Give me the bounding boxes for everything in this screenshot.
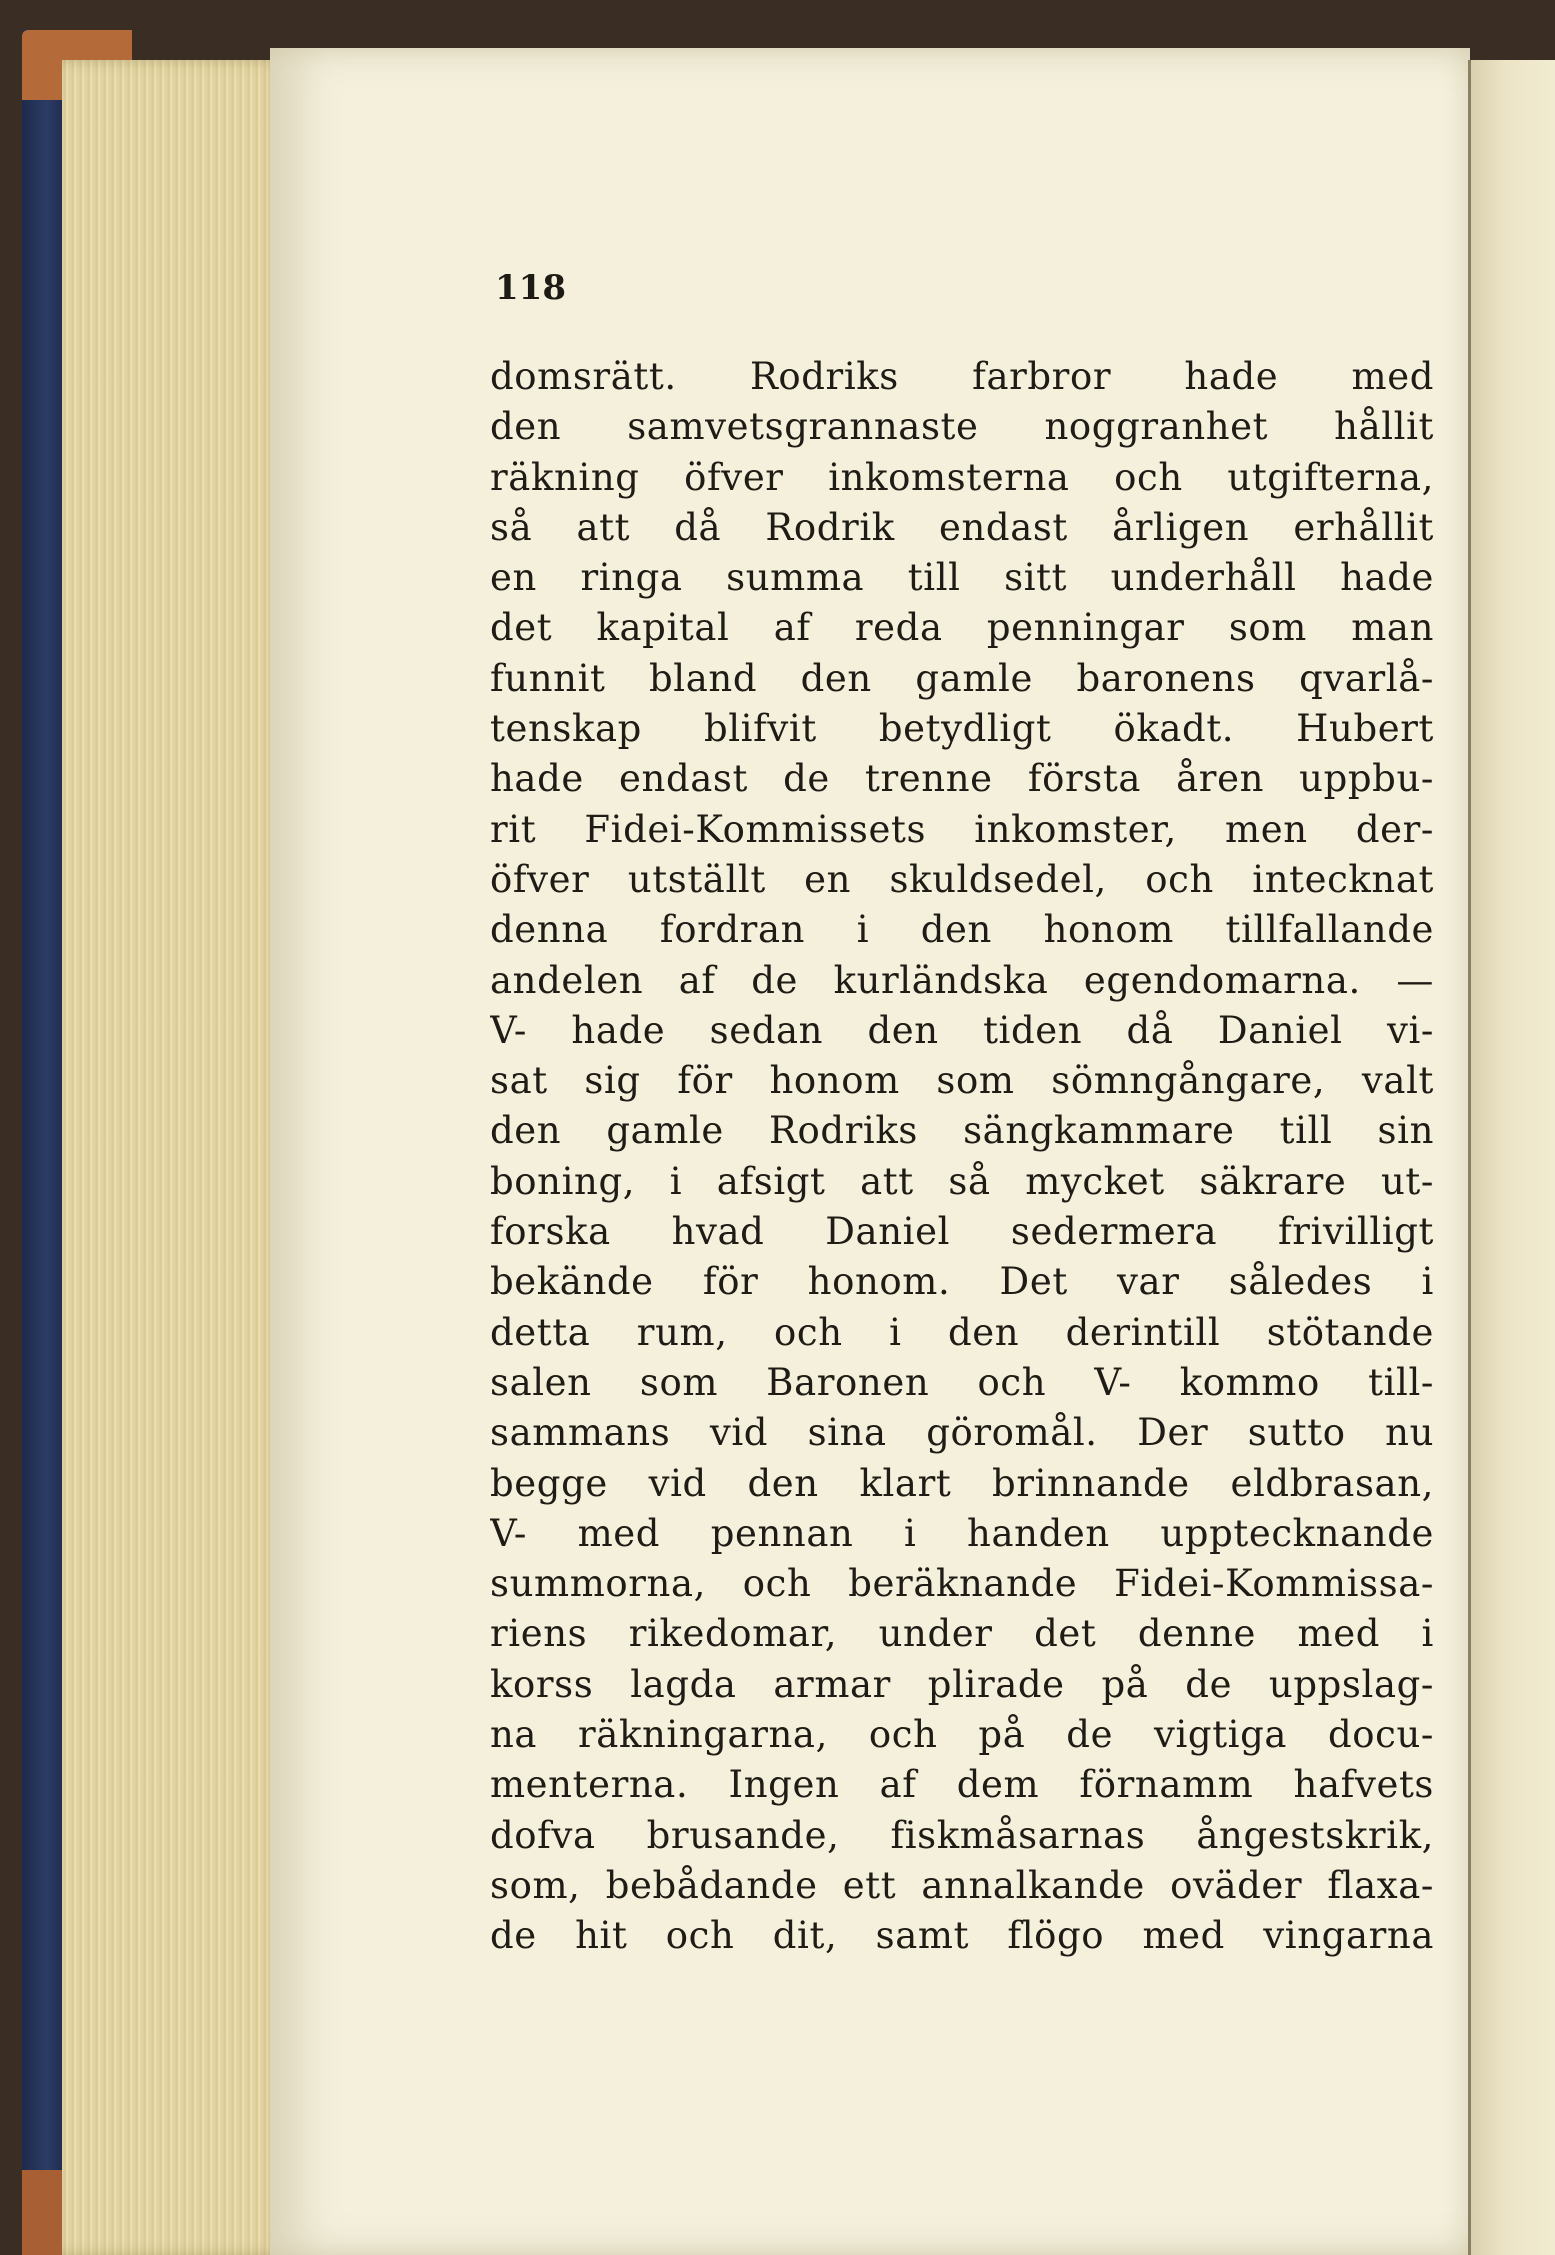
text-line: sat sig för honom som sömngångare, valt: [490, 1059, 1434, 1103]
text-line: menterna. Ingen af dem förnamm hafvets: [490, 1763, 1434, 1807]
text-line: en ringa summa till sitt underhåll hade: [490, 556, 1434, 600]
page-stack-edge: [62, 60, 282, 2255]
text-line: tenskap blifvit betydligt ökadt. Hubert: [490, 707, 1434, 751]
text-line: na räkningarna, och på de vigtiga docu-: [490, 1713, 1434, 1757]
text-line: denna fordran i den honom tillfallande: [490, 908, 1434, 952]
text-line: detta rum, och i den derintill stötande: [490, 1310, 1434, 1354]
text-line: dofva brusande, fiskmåsarnas ångestskrik,: [490, 1813, 1434, 1857]
body-text: [490, 352, 1434, 1962]
text-line: boning, i afsigt att så mycket säkrare ut-: [490, 1159, 1434, 1203]
text-line: det kapital af reda penningar som man: [490, 606, 1434, 650]
text-line: andelen af de kurländska egendomarna. —: [490, 958, 1434, 1002]
page-number: 118: [495, 268, 566, 308]
text-line: V- med pennan i handen upptecknande: [490, 1511, 1434, 1555]
text-line: riens rikedomar, under det denne med i: [490, 1612, 1434, 1656]
text-line: begge vid den klart brinnande eldbrasan,: [490, 1461, 1434, 1505]
text-line: öfver utställt en skuldsedel, och intecknat: [490, 857, 1434, 901]
text-line: V- hade sedan den tiden då Daniel vi-: [490, 1008, 1434, 1052]
text-line: salen som Baronen och V- kommo till-: [490, 1360, 1434, 1404]
text-line: räkning öfver inkomsterna och utgifterna,: [490, 455, 1434, 499]
text-line: bekände för honom. Det var således i: [490, 1260, 1434, 1304]
text-line: sammans vid sina göromål. Der sutto nu: [490, 1411, 1434, 1455]
text-line: som, bebådande ett annalkande oväder flaxa-: [490, 1863, 1434, 1907]
text-line: korss lagda armar plirade på de uppslag-: [490, 1662, 1434, 1706]
text-line: funnit bland den gamle baronens qvarlå-: [490, 656, 1434, 700]
text-line: domsrätt. Rodriks farbror hade med: [490, 355, 1434, 398]
text-line: summorna, och beräknande Fidei-Kommissa-: [490, 1562, 1434, 1606]
text-line: den samvetsgrannaste noggranhet hållit: [490, 405, 1434, 449]
text-line: de hit och dit, samt flögo med vingarna: [490, 1914, 1434, 1958]
facing-page-edge: [1468, 60, 1555, 2255]
text-line: så att då Rodrik endast årligen erhållit: [490, 505, 1434, 549]
text-line: forska hvad Daniel sedermera frivilligt: [490, 1210, 1434, 1254]
text-line: hade endast de trenne första åren uppbu-: [490, 757, 1434, 801]
text-line: rit Fidei-Kommissets inkomster, men der-: [490, 807, 1434, 851]
text-line: den gamle Rodriks sängkammare till sin: [490, 1109, 1434, 1153]
